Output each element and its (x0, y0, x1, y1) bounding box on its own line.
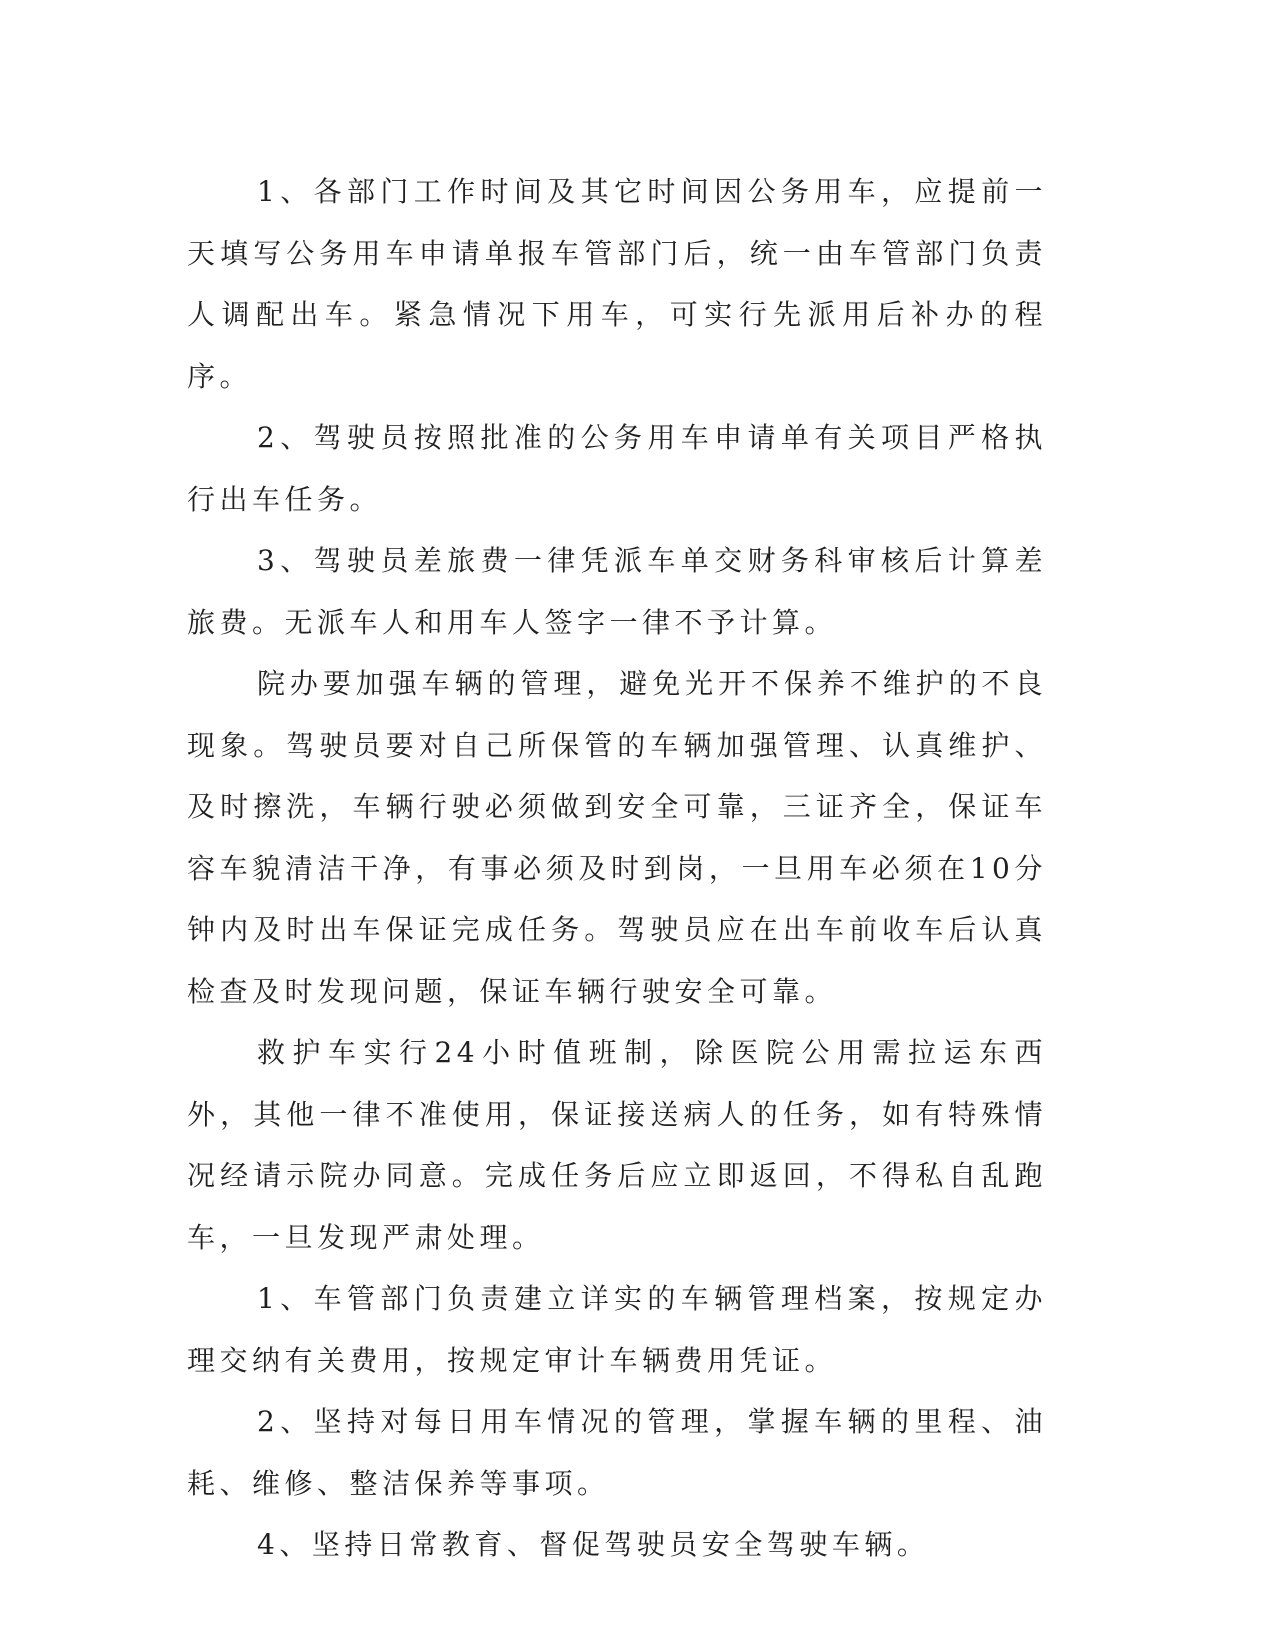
paragraph-request-procedure: 1、各部门工作时间及其它时间因公务用车，应提前一天填写公务用车申请单报车管部门后，统一由车管部门负责人调配出车。紧急情况下用车，可实行先派用后补办的程序。 (187, 175, 1047, 393)
paragraph-driver-execution: 2、驾驶员按照批准的公务用车申请单有关项目严格执行出车任务。 (187, 421, 1047, 516)
paragraph-vehicle-records: 1、车管部门负责建立详实的车辆管理档案，按规定办理交纳有关费用，按规定审计车辆费用凭证。 (187, 1282, 1047, 1377)
paragraph-daily-usage: 2、坚持对每日用车情况的管理，掌握车辆的里程、油耗、维修、整洁保养等事项。 (187, 1405, 1047, 1500)
paragraph-safety-education: 4、坚持日常教育、督促驾驶员安全驾驶车辆。 (257, 1528, 930, 1561)
paragraph-vehicle-maintenance: 院办要加强车辆的管理，避免光开不保养不维护的不良现象。驾驶员要对自己所保管的车辆加强管理、认真维护、及时擦洗，车辆行驶必须做到安全可靠，三证齐全，保证车容车貌清洁干净，有事必须及时到岗，一旦用车必须在10分钟内及时出车保证完成任务。驾驶员应在出车前收车后认真检查及时发现问题，保证车辆行驶安全可靠。 (187, 667, 1047, 1008)
paragraph-ambulance-duty: 救护车实行24小时值班制，除医院公用需拉运东西外，其他一律不准使用，保证接送病人的任务，如有特殊情况经请示院办同意。完成任务后应立即返回，不得私自乱跑车，一旦发现严肃处理。 (187, 1036, 1047, 1254)
paragraph-travel-expenses: 3、驾驶员差旅费一律凭派车单交财务科审核后计算差旅费。无派车人和用车人签字一律不予计算。 (187, 544, 1047, 639)
document-body (187, 161, 1047, 1576)
